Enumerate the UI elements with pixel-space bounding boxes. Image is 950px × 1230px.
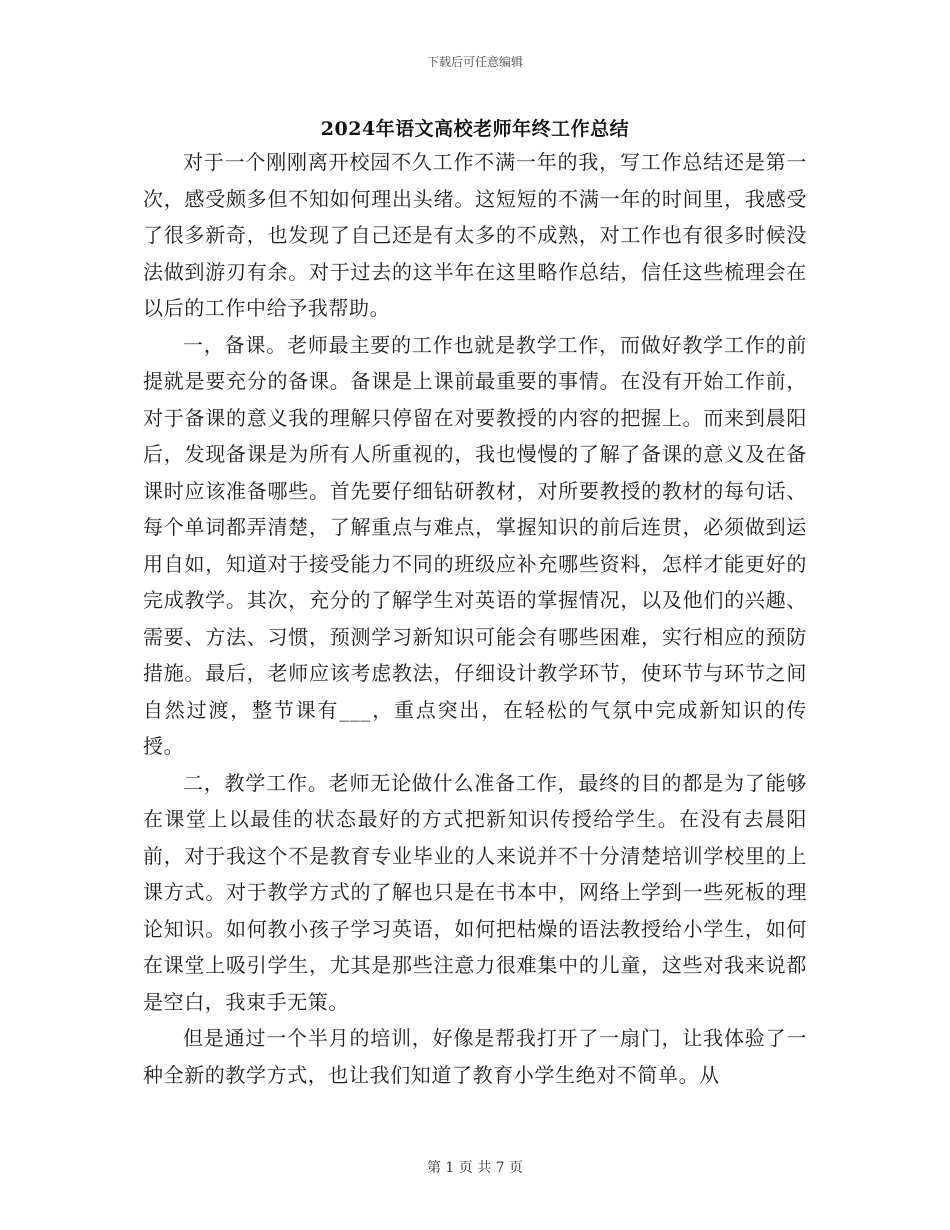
document-title: 2024年语文高校老师年终工作总结 (320, 118, 630, 140)
paragraph-teaching-work: 二，教学工作。老师无论做什么准备工作，最终的目的都是为了能够在课堂上以最佳的状态最好的方式把新知识传授给学生。在没有去晨阳前，对于我这个不是教育专业毕业的人来说并不十分清楚培训学校里的上课方式。对于教学方式的了解也只是在书本中，网络上学到一些死板的理论知识。如何教小孩子学习英语，如何把枯燥的语法教授给小学生，如何在课堂上吸引学生，尤其是那些注意力很难集中的儿童，这些对我来说都是空白，我束手无策。 (143, 770, 807, 1014)
paragraph-intro: 对于一个刚刚离开校园不久工作不满一年的我，写工作总结还是第一次，感受颇多但不知如何理出头绪。这短短的不满一年的时间里，我感受了很多新奇，也发现了自己还是有太多的不成熟，对工作也有很多时候没法做到游刃有余。对于过去的这半年在这里略作总结，信任这些梳理会在以后的工作中给予我帮助。 (143, 150, 807, 320)
document-body (143, 144, 807, 1093)
paragraph-lesson-prep: 一，备课。老师最主要的工作也就是教学工作，而做好教学工作的前提就是要充分的备课。备课是上课前最重要的事情。在没有开始工作前，对于备课的意义我的理解只停留在对要教授的内容的把握上。而来到晨阳后，发现备课是为所有人所重视的，我也慢慢的了解了备课的意义及在备课时应该准备哪些。首先要仔细钻研教材，对所要教授的教材的每句话、每个单词都弄清楚，了解重点与难点，掌握知识的前后连贯，必须做到运用自如，知道对于接受能力不同的班级应补充哪些资料，怎样才能更好的完成教学。其次，充分的了解学生对英语的掌握情况，以及他们的兴趣、需要、方法、习惯，预测学习新知识可能会有哪些困难，实行相应的预防措施。最后，老师应该考虑教法，仔细设计教学环节，使环节与环节之间自然过渡，整节课有___，重点突出，在轻松的气氛中完成新知识的传授。 (143, 332, 807, 758)
paragraph-training: 但是通过一个半月的培训，好像是帮我打开了一扇门，让我体验了一种全新的教学方式，也让我们知道了教育小学生绝对不简单。从 (143, 1026, 807, 1087)
page-number: 第 1 页 共 7 页 (426, 1160, 524, 1176)
page-header-note: 下载后可任意编辑 (426, 55, 523, 69)
